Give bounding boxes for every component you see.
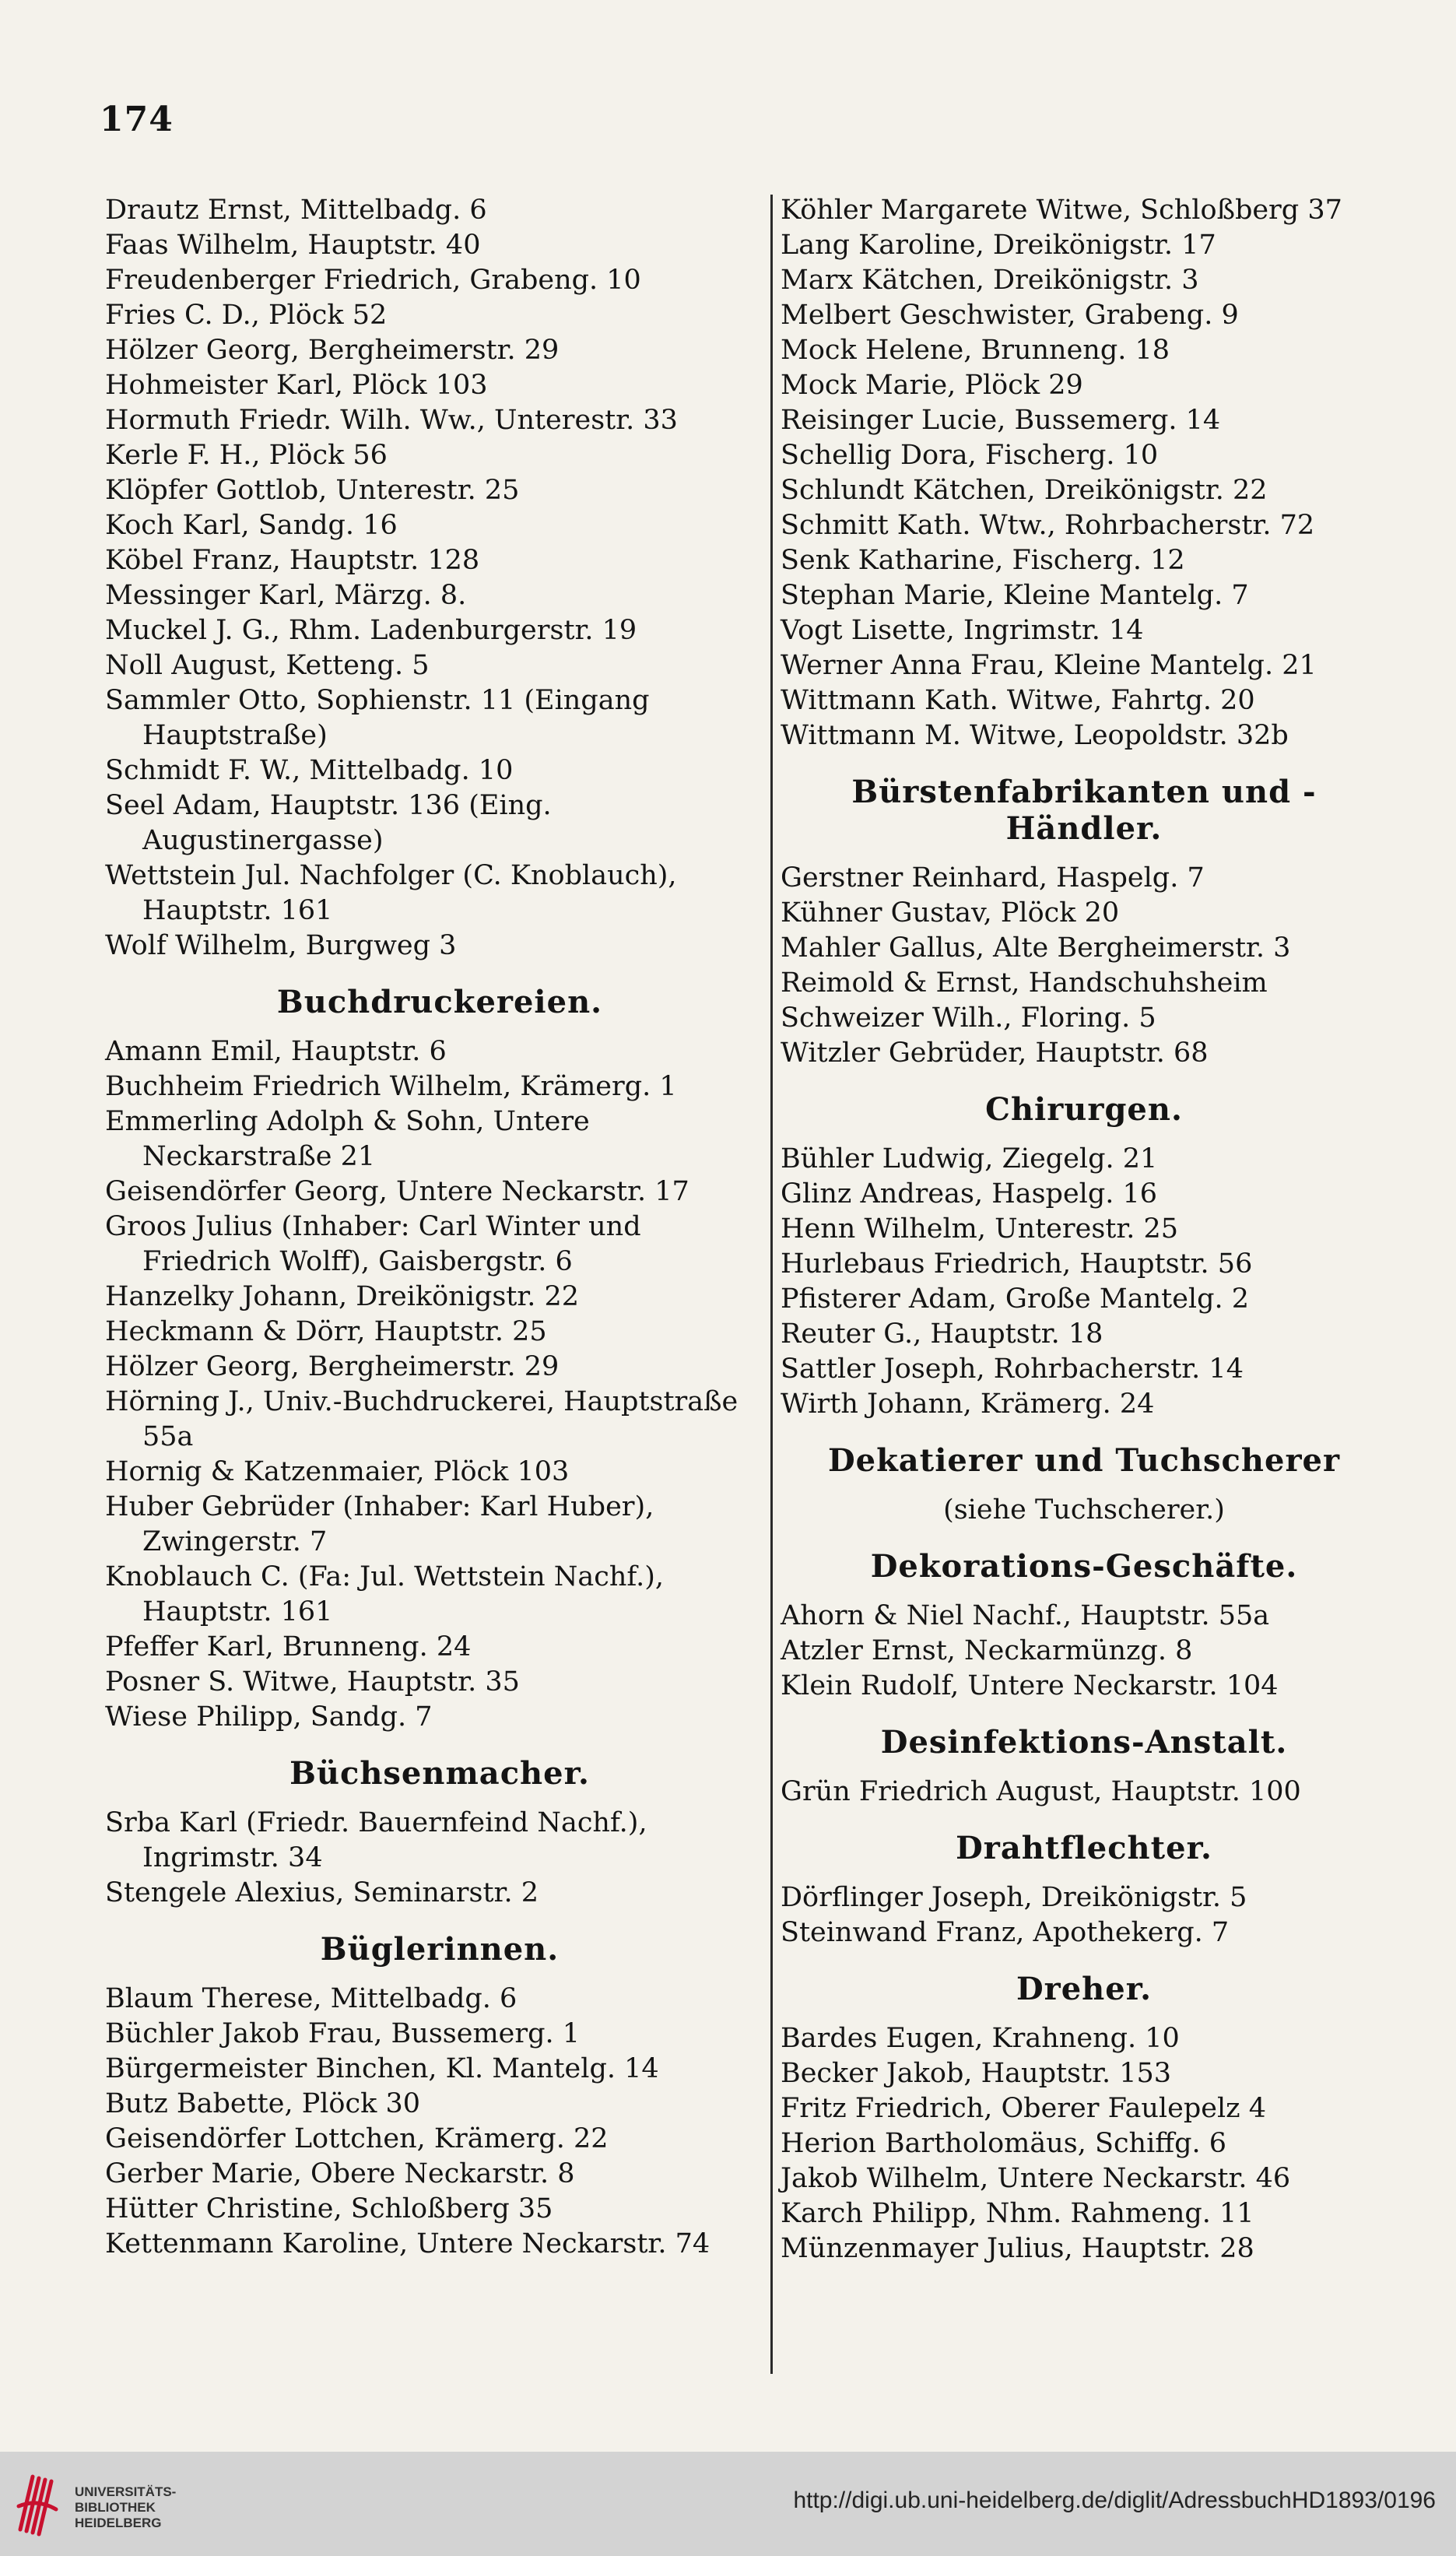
directory-entry: Buchheim Friedrich Wilhelm, Krämerg. 1 bbox=[105, 1071, 677, 1102]
directory-section bbox=[105, 1931, 774, 2262]
directory-entry: Hütter Christine, Schloßberg 35 bbox=[105, 2193, 553, 2224]
directory-entry: Noll August, Ketteng. 5 bbox=[105, 650, 430, 681]
directory-section bbox=[781, 1091, 1388, 1422]
directory-entry: Köbel Franz, Hauptstr. 128 bbox=[105, 545, 480, 576]
directory-entry: Posner S. Witwe, Hauptstr. 35 bbox=[105, 1666, 520, 1698]
directory-entry: Mock Marie, Plöck 29 bbox=[781, 370, 1083, 401]
section-heading: Chirurgen. bbox=[985, 1091, 1183, 1128]
directory-section bbox=[781, 1971, 1388, 2266]
directory-entry: Marx Kätchen, Dreikönigstr. 3 bbox=[781, 265, 1199, 296]
library-line: BIBLIOTHEK bbox=[75, 2500, 156, 2515]
directory-entry: Wittmann M. Witwe, Leopoldstr. 32b bbox=[781, 720, 1289, 751]
directory-entry: Grün Friedrich August, Hauptstr. 100 bbox=[781, 1776, 1301, 1807]
directory-section bbox=[781, 774, 1388, 1071]
directory-entry: Kerle F. H., Plöck 56 bbox=[105, 440, 388, 471]
directory-entry: Fritz Friedrich, Oberer Faulepelz 4 bbox=[781, 2093, 1266, 2124]
directory-section bbox=[105, 1755, 774, 1911]
directory-entry: Schmitt Kath. Wtw., Rohrbacherstr. 72 bbox=[781, 510, 1315, 541]
directory-entry: Atzler Ernst, Neckarmünzg. 8 bbox=[781, 1635, 1193, 1666]
directory-entry: Münzenmayer Julius, Hauptstr. 28 bbox=[781, 2233, 1254, 2264]
directory-entry: Schlundt Kätchen, Dreikönigstr. 22 bbox=[781, 475, 1268, 506]
directory-entry: Hurlebaus Friedrich, Hauptstr. 56 bbox=[781, 1248, 1253, 1280]
directory-entry: Klein Rudolf, Untere Neckarstr. 104 bbox=[781, 1670, 1279, 1701]
section-heading: Drahtflechter. bbox=[956, 1830, 1212, 1866]
directory-entry: Wolf Wilhelm, Burgweg 3 bbox=[105, 930, 457, 961]
directory-entry: Reisinger Lucie, Bussemerg. 14 bbox=[781, 405, 1221, 436]
directory-entry: Jakob Wilhelm, Untere Neckarstr. 46 bbox=[781, 2163, 1291, 2194]
directory-entry: Steinwand Franz, Apothekerg. 7 bbox=[781, 1917, 1230, 1948]
directory-entry: Hornig & Katzenmaier, Plöck 103 bbox=[105, 1456, 570, 1487]
directory-entry: Wittmann Kath. Witwe, Fahrtg. 20 bbox=[781, 685, 1255, 716]
directory-section bbox=[781, 193, 1388, 753]
directory-entry: Melbert Geschwister, Grabeng. 9 bbox=[781, 300, 1239, 331]
directory-entry: Hölzer Georg, Bergheimerstr. 29 bbox=[105, 335, 560, 366]
directory-entry: Freudenberger Friedrich, Grabeng. 10 bbox=[105, 265, 641, 296]
section-heading: Buchdruckereien. bbox=[276, 984, 603, 1020]
section-heading: Dreher. bbox=[1016, 1971, 1153, 2007]
directory-entry: Butz Babette, Plöck 30 bbox=[105, 2088, 420, 2119]
directory-entry: Reimold & Ernst, Handschuhsheim bbox=[781, 967, 1268, 999]
university-logo-icon bbox=[16, 2467, 59, 2537]
section-heading: Bürstenfabrikanten und -Händler. bbox=[851, 774, 1317, 847]
directory-entry: Hormuth Friedr. Wilh. Ww., Unterestr. 33 bbox=[105, 405, 678, 436]
directory-entry: Kühner Gustav, Plöck 20 bbox=[781, 897, 1120, 929]
directory-entry: Köhler Margarete Witwe, Schloßberg 37 bbox=[781, 195, 1342, 226]
directory-entry: Srba Karl (Friedr. Bauernfeind Nachf.), Ingrimstr. 34 bbox=[105, 1807, 647, 1873]
directory-entry: Huber Gebrüder (Inhaber: Karl Huber), Zwingerstr. 7 bbox=[105, 1491, 654, 1557]
directory-entry: Büchler Jakob Frau, Bussemerg. 1 bbox=[105, 2018, 581, 2049]
directory-entry: Messinger Karl, Märzg. 8. bbox=[105, 580, 467, 611]
directory-entry: Koch Karl, Sandg. 16 bbox=[105, 510, 398, 541]
directory-entry: Heckmann & Dörr, Hauptstr. 25 bbox=[105, 1316, 547, 1347]
directory-entry: Wiese Philipp, Sandg. 7 bbox=[105, 1701, 433, 1733]
directory-entry: Bürgermeister Binchen, Kl. Mantelg. 14 bbox=[105, 2053, 659, 2084]
directory-entry: Stephan Marie, Kleine Mantelg. 7 bbox=[781, 580, 1249, 611]
directory-entry: Schweizer Wilh., Floring. 5 bbox=[781, 1002, 1156, 1034]
section-heading: Büchsenmacher. bbox=[289, 1755, 590, 1792]
directory-entry: Drautz Ernst, Mittelbadg. 6 bbox=[105, 195, 487, 226]
right-column bbox=[781, 193, 1388, 2266]
directory-section bbox=[105, 193, 774, 964]
directory-entry: Muckel J. G., Rhm. Ladenburgerstr. 19 bbox=[105, 615, 637, 646]
directory-entry: Hörning J., Univ.-Buchdruckerei, Hauptstraße 55a bbox=[105, 1386, 739, 1452]
directory-entry: Wettstein Jul. Nachfolger (C. Knoblauch), Hauptstr. 161 bbox=[105, 860, 677, 926]
directory-entry: Geisendörfer Lottchen, Krämerg. 22 bbox=[105, 2123, 609, 2154]
directory-entry: Hanzelky Johann, Dreikönigstr. 22 bbox=[105, 1281, 580, 1312]
section-heading: Dekorations-Geschäfte. bbox=[870, 1548, 1298, 1585]
directory-entry: Becker Jakob, Hauptstr. 153 bbox=[781, 2058, 1172, 2089]
directory-entry: Lang Karoline, Dreikönigstr. 17 bbox=[781, 230, 1216, 261]
directory-section bbox=[781, 1548, 1388, 1704]
directory-entry: Schellig Dora, Fischerg. 10 bbox=[781, 440, 1159, 471]
directory-entry: Witzler Gebrüder, Hauptstr. 68 bbox=[781, 1037, 1209, 1069]
library-name bbox=[75, 2484, 176, 2531]
directory-entry: Herion Bartholomäus, Schiffg. 6 bbox=[781, 2128, 1227, 2159]
directory-entry: Glinz Andreas, Haspelg. 16 bbox=[781, 1178, 1158, 1210]
source-url-link[interactable]: http://digi.ub.uni-heidelberg.de/diglit/AdressbuchHD1893/0196 bbox=[793, 2488, 1436, 2513]
section-note: (siehe Tuchscherer.) bbox=[943, 1494, 1225, 1526]
directory-section bbox=[781, 1830, 1388, 1950]
directory-section bbox=[781, 1442, 1388, 1528]
directory-entry: Karch Philipp, Nhm. Rahmeng. 11 bbox=[781, 2198, 1254, 2229]
directory-entry: Sammler Otto, Sophienstr. 11 (Eingang Hauptstraße) bbox=[105, 685, 650, 751]
directory-entry: Bardes Eugen, Krahneng. 10 bbox=[781, 2023, 1180, 2054]
directory-entry: Vogt Lisette, Ingrimstr. 14 bbox=[781, 615, 1144, 646]
directory-entry: Hölzer Georg, Bergheimerstr. 29 bbox=[105, 1351, 560, 1382]
directory-entry: Henn Wilhelm, Unterestr. 25 bbox=[781, 1213, 1179, 1245]
directory-entry: Pfeffer Karl, Brunneng. 24 bbox=[105, 1631, 472, 1662]
directory-entry: Knoblauch C. (Fa: Jul. Wettstein Nachf.), Hauptstr. 161 bbox=[105, 1561, 664, 1627]
directory-entry: Gerber Marie, Obere Neckarstr. 8 bbox=[105, 2158, 575, 2189]
directory-entry: Emmerling Adolph & Sohn, Untere Neckarstraße 21 bbox=[105, 1106, 590, 1172]
footer-bar bbox=[0, 2452, 1456, 2556]
directory-entry: Werner Anna Frau, Kleine Mantelg. 21 bbox=[781, 650, 1317, 681]
directory-entry: Mock Helene, Brunneng. 18 bbox=[781, 335, 1170, 366]
directory-entry: Mahler Gallus, Alte Bergheimerstr. 3 bbox=[781, 932, 1291, 964]
directory-entry: Hohmeister Karl, Plöck 103 bbox=[105, 370, 488, 401]
directory-entry: Pfisterer Adam, Große Mantelg. 2 bbox=[781, 1283, 1250, 1315]
directory-entry: Gerstner Reinhard, Haspelg. 7 bbox=[781, 862, 1205, 894]
directory-entry: Sattler Joseph, Rohrbacherstr. 14 bbox=[781, 1353, 1244, 1385]
directory-entry: Wirth Johann, Krämerg. 24 bbox=[781, 1389, 1155, 1420]
directory-entry: Reuter G., Hauptstr. 18 bbox=[781, 1318, 1103, 1350]
left-column bbox=[105, 193, 774, 2262]
directory-entry: Bühler Ludwig, Ziegelg. 21 bbox=[781, 1143, 1158, 1174]
page-number: 174 bbox=[100, 100, 174, 139]
directory-entry: Seel Adam, Hauptstr. 136 (Eing. Augustinergasse) bbox=[105, 790, 552, 856]
library-line: UNIVERSITÄTS- bbox=[75, 2484, 177, 2499]
directory-section bbox=[105, 984, 774, 1735]
directory-section bbox=[781, 1724, 1388, 1810]
directory-entry: Groos Julius (Inhaber: Carl Winter und Friedrich Wolff), Gaisbergstr. 6 bbox=[105, 1211, 641, 1277]
directory-entry: Senk Katharine, Fischerg. 12 bbox=[781, 545, 1185, 576]
directory-entry: Kettenmann Karoline, Untere Neckarstr. 74 bbox=[105, 2228, 710, 2259]
library-line: HEIDELBERG bbox=[75, 2516, 162, 2530]
section-heading: Desinfektions-Anstalt. bbox=[880, 1724, 1288, 1761]
directory-entry: Ahorn & Niel Nachf., Hauptstr. 55a bbox=[781, 1600, 1270, 1631]
directory-entry: Geisendörfer Georg, Untere Neckarstr. 17 bbox=[105, 1176, 689, 1207]
directory-entry: Fries C. D., Plöck 52 bbox=[105, 300, 388, 331]
directory-entry: Blaum Therese, Mittelbadg. 6 bbox=[105, 1983, 517, 2014]
directory-entry: Dörflinger Joseph, Dreikönigstr. 5 bbox=[781, 1882, 1247, 1913]
section-heading: Dekatierer und Tuchscherer bbox=[827, 1442, 1341, 1479]
directory-entry: Amann Emil, Hauptstr. 6 bbox=[105, 1036, 447, 1067]
directory-entry: Klöpfer Gottlob, Unterestr. 25 bbox=[105, 475, 520, 506]
directory-entry: Schmidt F. W., Mittelbadg. 10 bbox=[105, 755, 514, 786]
directory-entry: Faas Wilhelm, Hauptstr. 40 bbox=[105, 230, 481, 261]
directory-entry: Stengele Alexius, Seminarstr. 2 bbox=[105, 1877, 539, 1908]
section-heading: Büglerinnen. bbox=[320, 1931, 560, 1968]
